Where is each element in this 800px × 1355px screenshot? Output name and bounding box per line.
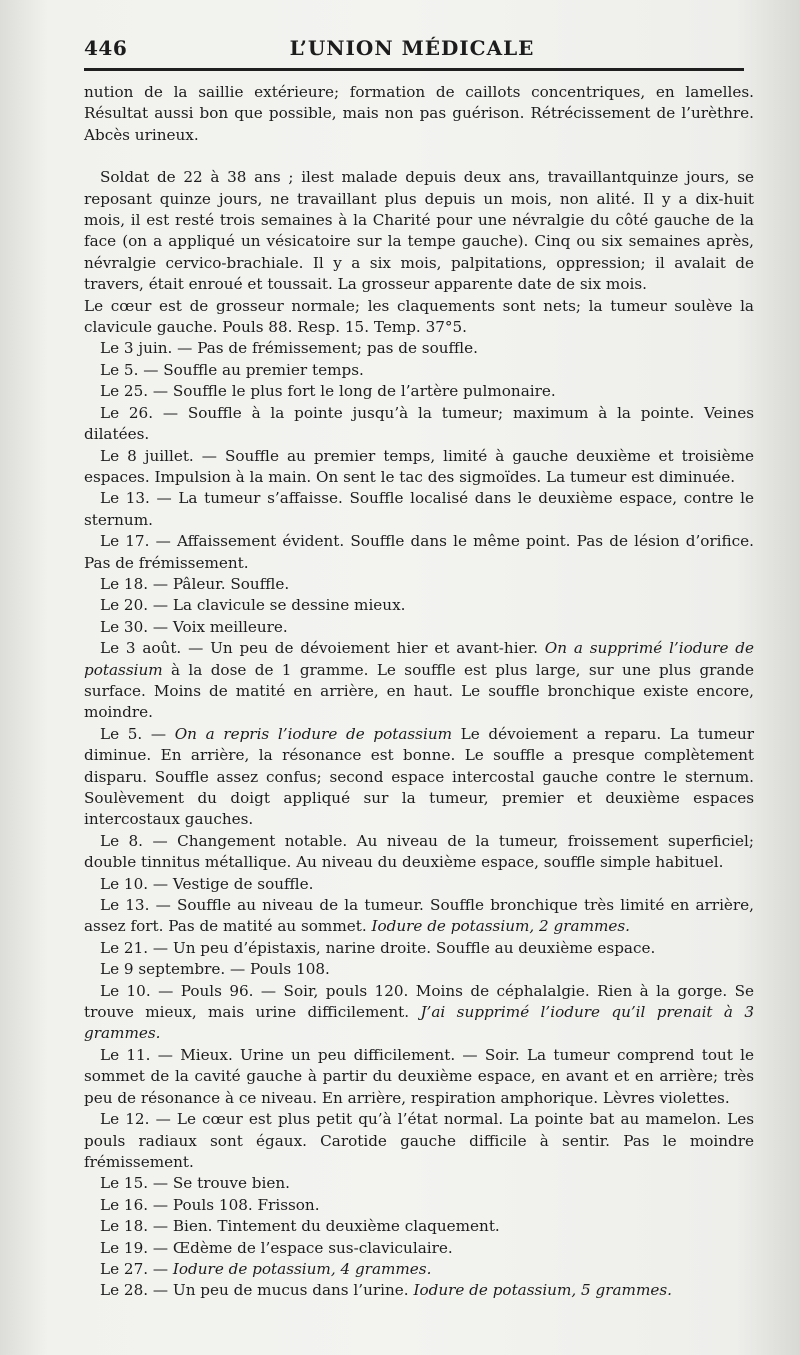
running-title: L’UNION MÉDICALE: [289, 36, 535, 60]
paragraph-text: Le 28. — Un peu de mucus dans l’urine.: [100, 1281, 414, 1300]
paragraph: Soldat de 22 à 38 ans ; ilest malade depuis deux ans, travaillantquinze jours, se reposant quinze jours, ne travaillant plus depuis un mois, non alité. Il y a dix-huit mois, il est resté trois semaines à la Charité pour une névralgie du côté gauche de la face (on a appliqué un vésicatoire sur la tempe gauche). Cinq ou six semaines après, névralgie cervico-brachiale. Il y a six mois, palpitations, oppression; il avalait de travers, était enroué et toussait. La grosseur apparente date de six mois.: [84, 168, 754, 294]
paragraph: Le 18. — Bien. Tintement du deuxième claquement.: [100, 1217, 500, 1236]
italic-note: On a supprimé l’iodure de potassium: [84, 639, 754, 679]
italic-note: Iodure de potassium, 2 grammes.: [371, 917, 630, 936]
paragraph: [84, 638, 754, 724]
paragraph-text: Le 27. —: [100, 1259, 173, 1278]
paragraph-text: à la dose de 1 gramme. Le souffle est plus large, sur une plus grande surface. Moins de matité en arrière, en haut. Le souffle bronchique existe encore, moindre.: [84, 660, 754, 722]
paragraph: Le 26. — Souffle à la pointe jusqu’à la tumeur; maximum à la pointe. Veines dilatées.: [84, 403, 754, 444]
paragraph: Le 15. — Se trouve bien.: [100, 1174, 290, 1193]
header-rule: [84, 68, 744, 71]
paragraph: [84, 981, 754, 1045]
paragraph: Le 10. — Vestige de souffle.: [100, 874, 314, 893]
paragraph-text: Le 3 août. — Un peu de dévoiement hier et avant-hier.: [100, 639, 545, 658]
paragraph: Le 9 septembre. — Pouls 108.: [100, 960, 330, 979]
paragraph: Le 17. — Affaissement évident. Souffle dans le même point. Pas de lésion d’orifice. Pas de frémissement.: [84, 532, 754, 572]
article-body: [84, 82, 754, 1302]
paragraph: Le 8. — Changement notable. Au niveau de la tumeur, froissement superficiel; double tinnitus métallique. Au niveau du deuxième espace, souffle simple habituel.: [84, 831, 754, 872]
paragraph: Le 8 juillet. — Souffle au premier temps, limité à gauche deuxième et troisième espaces. Impulsion à la main. On sent le tac des sigmoïdes. La tumeur est diminuée.: [84, 446, 754, 486]
paragraph: Le 13. — La tumeur s’affaisse. Souffle localisé dans le deuxième espace, contre le sternum.: [84, 489, 754, 529]
paragraph-text: Le 10. — Pouls 96. — Soir, pouls 120. Moins de céphalalgie. Rien à la gorge. Se trouve mieux, mais urine difficilement.: [84, 981, 754, 1022]
italic-note: Iodure de potassium, 5 grammes.: [413, 1281, 672, 1300]
paragraph: [84, 1280, 754, 1301]
paragraph: Le 18. — Pâleur. Souffle.: [100, 574, 290, 593]
italic-note: On a repris l’iodure de potassium: [174, 724, 453, 743]
italic-note: Iodure de potassium, 4 grammes.: [172, 1259, 432, 1278]
paragraph: nution de la saillie extérieure; formation de caillots concentriques, en lamelles. Résultat aussi bon que possible, mais non pas guérison. Rétrécissement de l’urèthre. Abcès urineux.: [84, 83, 754, 144]
paragraph: Le 3 juin. — Pas de frémissement; pas de souffle.: [100, 339, 478, 358]
page-header: [84, 34, 740, 64]
paragraph: Le 5. — Souffle au premier temps.: [100, 360, 364, 379]
paragraph: Le 25. — Souffle le plus fort le long de l’artère pulmonaire.: [100, 382, 556, 401]
page-number: 446: [84, 36, 128, 60]
paragraph: Le 19. — Œdème de l’espace sus-claviculaire.: [100, 1238, 453, 1257]
paragraph: [84, 1259, 754, 1280]
italic-note: J’ai supprimé l’iodure qu’il prenait à 3 grammes.: [84, 1003, 754, 1043]
paragraph-text: Le 13. — Souffle au niveau de la tumeur. Souffle bronchique très limité en arrière, assez fort. Pas de matité au sommet.: [84, 896, 754, 936]
paragraph: Le 12. — Le cœur est plus petit qu’à l’état normal. La pointe bat au mamelon. Les pouls radiaux sont égaux. Carotide gauche difficile à sentir. Pas le moindre frémissement.: [84, 1110, 754, 1171]
paragraph: Le 11. — Mieux. Urine un peu difficilement. — Soir. La tumeur comprend tout le sommet de la cavité gauche à partir du deuxième espace, en avant et en arrière; très peu de résonance à ce niveau. En arrière, respiration amphorique. Lèvres violettes.: [84, 1045, 754, 1107]
paragraph-text: Le dévoiement a reparu. La tumeur diminue. En arrière, la résonance est bonne. Le souffle a presque complètement disparu. Souffle assez confus; second espace intercostal gauche contre le sternum. Soulèvement du doigt appliqué sur la tumeur, premier et deuxième espaces intercostaux gauches.: [84, 724, 755, 829]
paragraph-text: Le 5. —: [100, 724, 175, 743]
paragraph: Le 16. — Pouls 108. Frisson.: [100, 1195, 320, 1214]
paragraph: [84, 724, 754, 831]
paragraph: Le 21. — Un peu d’épistaxis, narine droite. Souffle au deuxième espace.: [100, 938, 656, 957]
paragraph: Le 20. — La clavicule se dessine mieux.: [100, 596, 406, 615]
paragraph: [84, 895, 754, 938]
paragraph: Le cœur est de grosseur normale; les claquements sont nets; la tumeur soulève la clavicule gauche. Pouls 88. Resp. 15. Temp. 37°5.: [84, 296, 754, 337]
paragraph: Le 30. — Voix meilleure.: [100, 617, 288, 636]
